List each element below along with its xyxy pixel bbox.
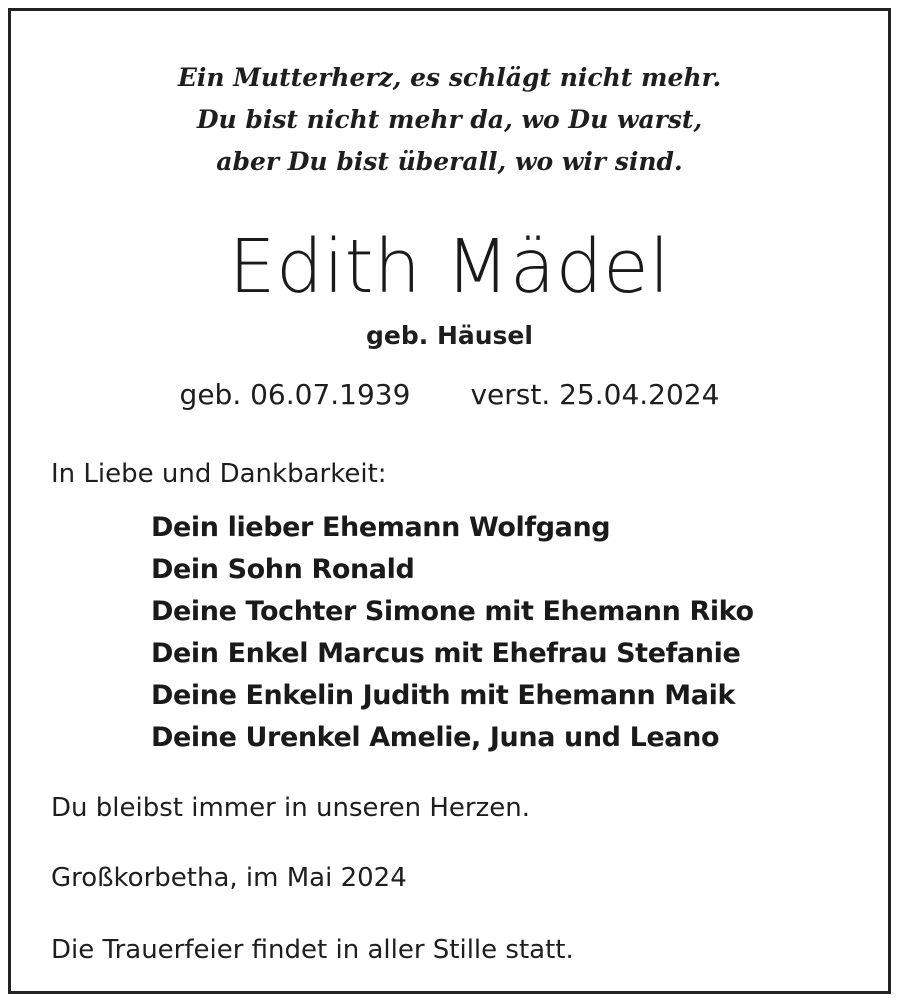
family-member: Dein Sohn Ronald [151, 554, 415, 585]
poem-line: Ein Mutterherz, es schlägt nicht mehr. [177, 63, 722, 92]
family-member: Deine Urenkel Amelie, Juna und Leano [151, 722, 720, 753]
family-list [151, 507, 754, 759]
poem [11, 57, 888, 183]
obituary-notice [8, 8, 891, 994]
family-member: Dein lieber Ehemann Wolfgang [151, 512, 611, 543]
ceremony-note: Die Trauerfeier findet in aller Stille statt. [51, 935, 574, 965]
life-dates [11, 375, 888, 415]
family-member: Deine Tochter Simone mit Ehemann Riko [151, 596, 754, 627]
death-date: verst. 25.04.2024 [470, 378, 720, 411]
dedication: In Liebe und Dankbarkeit: [51, 459, 387, 489]
birth-date: geb. 06.07.1939 [179, 378, 411, 411]
deceased-name: Edith Mädel [228, 224, 671, 310]
poem-line: Du bist nicht mehr da, wo Du warst, [196, 105, 703, 134]
poem-line: aber Du bist überall, wo wir sind. [216, 147, 683, 176]
maiden-name: geb. Häusel [366, 321, 533, 350]
place-date: Großkorbetha, im Mai 2024 [51, 863, 407, 893]
family-member: Deine Enkelin Judith mit Ehemann Maik [151, 680, 735, 711]
family-member: Dein Enkel Marcus mit Ehefrau Stefanie [151, 638, 741, 669]
remembrance-line: Du bleibst immer in unseren Herzen. [51, 793, 530, 823]
